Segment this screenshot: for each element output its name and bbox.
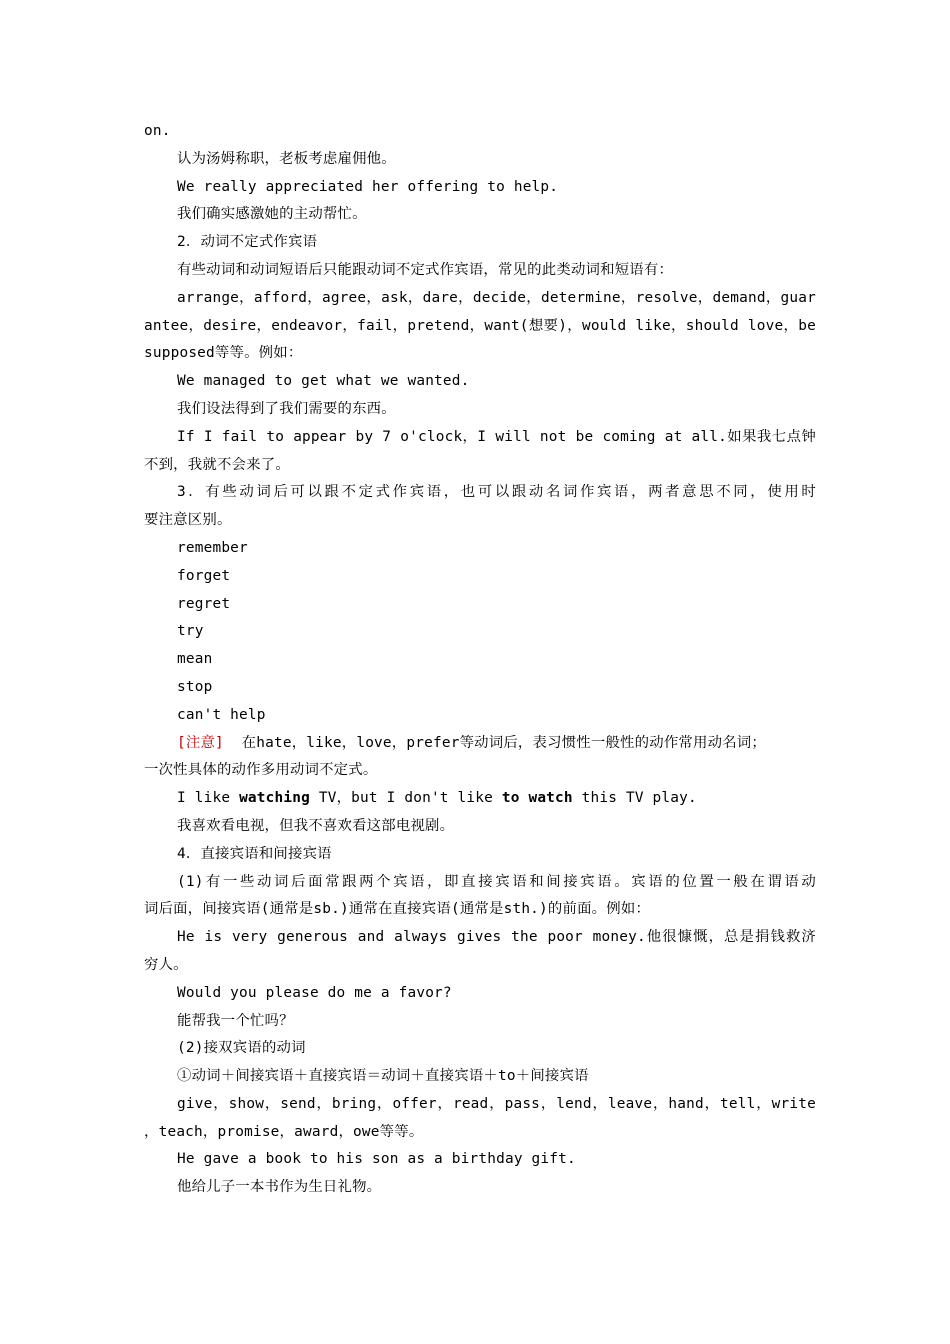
- verb-item: try: [177, 623, 204, 640]
- translation-line: 不到，我就不会来了。: [144, 456, 290, 473]
- verb-list-line: give，show，send，bring，offer，read，pass，lend，leave，hand，tell，write: [177, 1095, 816, 1112]
- bold-word: to watch: [501, 790, 573, 807]
- verb-item: mean: [177, 651, 213, 668]
- verb-item: regret: [177, 595, 231, 612]
- example-sentence: We really appreciated her offering to help.: [177, 178, 559, 195]
- document-body: [144, 118, 816, 1202]
- verb-item: remember: [177, 539, 248, 556]
- example-sentence: He gave a book to his son as a birthday gift.: [177, 1151, 576, 1168]
- verb-list-line: antee，desire，endeavor，fail，pretend，want(想要)，would like，should love，be: [144, 317, 816, 334]
- example-sentence: Would you please do me a favor?: [177, 984, 452, 1001]
- text-line: (1)有一些动词后面常跟两个宾语，即直接宾语和间接宾语。宾语的位置一般在谓语动: [177, 873, 816, 890]
- section-heading: 2．动词不定式作宾语: [177, 234, 318, 251]
- translation-line: 我们设法得到了我们需要的东西。: [177, 400, 396, 417]
- text-line: 一次性具体的动作多用动词不定式。: [144, 762, 378, 779]
- sentence-part: this TV play.: [572, 790, 697, 807]
- translation-line: 我们确实感激她的主动帮忙。: [177, 206, 367, 223]
- translation-line: 能帮我一个忙吗？: [177, 1012, 294, 1029]
- sentence-part: I like: [177, 790, 240, 807]
- example-sentence: If I fail to appear by 7 o'clock，I will not be coming at all.如果我七点钟: [177, 428, 816, 445]
- translation-line: 我喜欢看电视，但我不喜欢看这部电视剧。: [177, 817, 455, 834]
- section-heading: 3．有些动词后可以跟不定式作宾语，也可以跟动名词作宾语，两者意思不同，使用时: [177, 484, 816, 501]
- text-line: 词后面，间接宾语(通常是sb.)通常在直接宾语(通常是sth.)的前面。例如：: [144, 901, 651, 918]
- text-line: 认为汤姆称职，老板考虑雇佣他。: [177, 150, 396, 167]
- verb-item: stop: [177, 678, 213, 695]
- example-sentence: We managed to get what we wanted.: [177, 373, 470, 390]
- text-line: 有些动词和动词短语后只能跟动词不定式作宾语，常见的此类动词和短语有：: [177, 261, 674, 278]
- bold-word: watching: [239, 790, 310, 807]
- verb-list-line: supposed等等。例如：: [144, 345, 303, 362]
- note-text: 在hate，like，love，prefer等动词后，表习惯性一般性的动作常用动名词；: [223, 734, 766, 751]
- verb-item: forget: [177, 567, 231, 584]
- subsection-heading: (2)接双宾语的动词: [177, 1040, 306, 1057]
- note-label: [注意]: [177, 734, 224, 751]
- verb-item: can't help: [177, 706, 266, 723]
- example-sentence: He is very generous and always gives the poor money.他很慷慨，总是捐钱救济: [177, 929, 816, 946]
- text-line: on.: [144, 123, 171, 139]
- example-sentence: [144, 785, 816, 813]
- rule-line: ①动词＋间接宾语＋直接宾语＝动词＋直接宾语＋to＋间接宾语: [177, 1068, 589, 1085]
- section-heading: 4．直接宾语和间接宾语: [177, 845, 332, 862]
- verb-list-line: arrange，afford，agree，ask，dare，decide，determine，resolve，demand，guar: [177, 289, 816, 306]
- text-line: 要注意区别。: [144, 512, 232, 529]
- translation-line: 穷人。: [144, 956, 188, 973]
- sentence-part: TV，but I don't like: [309, 790, 502, 807]
- note-line: [144, 730, 816, 758]
- translation-line: 他给儿子一本书作为生日礼物。: [177, 1179, 382, 1196]
- verb-list-line: ，teach，promise，award，owe等等。: [144, 1123, 424, 1140]
